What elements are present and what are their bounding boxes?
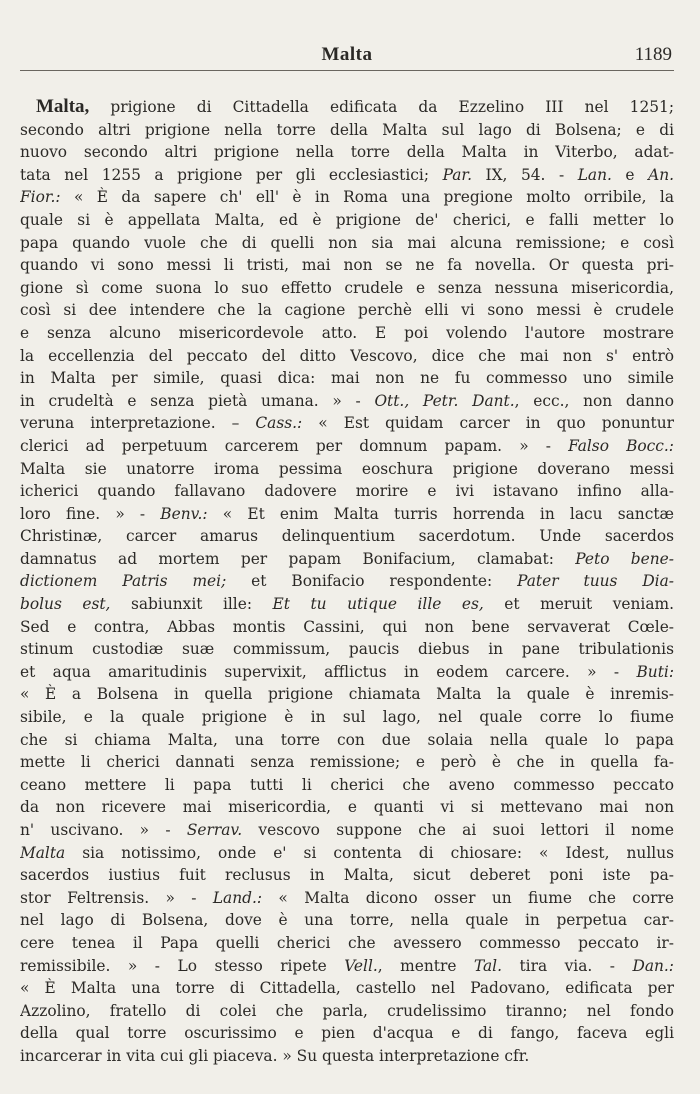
citation-abbrev: Vell. xyxy=(344,956,378,975)
text-run: « Et enim Malta turris horrenda in lacu sanctæ xyxy=(207,504,674,523)
text-line xyxy=(20,887,674,910)
text-line xyxy=(20,706,674,729)
text-run: sia notissimo, onde e' si contenta di chiosare: « Idest, nullus xyxy=(65,843,674,862)
text-line xyxy=(20,254,674,277)
text-line xyxy=(20,119,674,142)
text-run: e xyxy=(611,165,649,184)
text-run: IX, 54. - xyxy=(471,165,578,184)
text-line xyxy=(20,367,674,390)
text-run: papa quando vuole che di quelli non sia mai alcuna remissione; e così xyxy=(20,233,674,252)
text-run: che si chiama Malta, una torre con due solaia nella quale lo papa xyxy=(20,730,674,749)
text-run: remissibile. » - Lo stesso ripete xyxy=(20,956,345,975)
citation-abbrev: Et tu utique ille es, xyxy=(272,595,484,614)
text-run: nel lago di Bolsena, dove è una torre, nella quale in perpetua car- xyxy=(20,911,674,930)
text-line xyxy=(20,548,674,571)
text-run: ceano mettere li papa tutti li cherici che aveno commesso peccato xyxy=(20,775,674,794)
text-line xyxy=(20,774,674,797)
text-line xyxy=(20,819,674,842)
text-run: « Est quidam carcer in quo ponuntur xyxy=(302,414,674,433)
text-line xyxy=(20,864,674,887)
citation-abbrev: An. xyxy=(648,165,674,184)
running-header xyxy=(20,42,674,71)
text-run: et Bonifacio respondente: xyxy=(226,572,518,591)
text-run: « È Malta una torre di Cittadella, castello nel Padovano, edificata per xyxy=(20,979,674,998)
text-run: Christinæ, carcer amarus delinquentium sacerdotum. Unde sacerdos xyxy=(20,527,674,546)
text-run: « È a Bolsena in quella prigione chiamata Malta la quale è inremis- xyxy=(20,685,674,704)
text-run: sacerdos iustius fuit reclusus in Malta, sicut deberet poni iste pa- xyxy=(20,866,674,885)
text-run: veruna interpretazione. – xyxy=(20,414,256,433)
text-run: « Malta dicono osser un fiume che corre xyxy=(262,888,674,907)
text-run: tata nel 1255 a prigione per gli ecclesiastici; xyxy=(20,165,443,184)
text-run: et meruit veniam. xyxy=(483,595,674,614)
text-line xyxy=(20,480,674,503)
text-run: e senza alcuno misericordevole atto. E poi volendo l'autore mostrare xyxy=(20,323,674,342)
entry-headword: Malta, xyxy=(36,96,90,117)
text-run: Azzolino, fratello di colei che parla, crudelissimo tiranno; nel fondo xyxy=(20,1001,674,1020)
text-run: sibile, e la quale prigione è in sul lago, nel quale corre lo fiume xyxy=(20,708,674,727)
citation-abbrev: Serrav. xyxy=(186,821,243,839)
citation-abbrev: bolus est, xyxy=(20,595,111,614)
text-line xyxy=(20,345,674,368)
text-line xyxy=(20,525,674,548)
text-line xyxy=(20,570,674,593)
text-run: « È da sapere ch' ell' è in Roma una pregione molto orribile, la xyxy=(60,188,674,207)
text-line xyxy=(20,638,674,661)
text-run: la eccellenzia del peccato del ditto Vescovo, dice che mai non s' entrò xyxy=(20,346,674,365)
text-line xyxy=(20,232,674,255)
text-line xyxy=(20,729,674,752)
text-line xyxy=(20,209,674,232)
text-line xyxy=(20,977,674,1000)
page-number: 1189 xyxy=(634,44,672,65)
running-title: Malta xyxy=(321,44,373,65)
text-run: incarcerar in vita cui gli piaceva. » Su questa interpretazione cfr. xyxy=(20,1046,530,1065)
text-line xyxy=(20,955,674,978)
text-run: quale si è appellata Malta, ed è prigione de' cherici, e falli metter lo xyxy=(20,210,674,229)
text-run: , mentre xyxy=(377,956,474,975)
text-line xyxy=(20,842,674,865)
citation-abbrev: Cass.: xyxy=(255,414,303,433)
text-run: stinum custodiæ suæ commissum, paucis diebus in pane tribulationis xyxy=(20,640,674,659)
citation-abbrev: Peto bene- xyxy=(575,549,674,568)
citation-abbrev: Benv.: xyxy=(160,504,208,523)
text-line xyxy=(20,661,674,684)
text-line xyxy=(20,299,674,322)
citation-abbrev: Par. xyxy=(442,165,472,184)
text-line xyxy=(20,616,674,639)
citation-abbrev: Malta xyxy=(20,843,66,862)
text-line xyxy=(20,435,674,458)
citation-abbrev: Pater tuus Dia- xyxy=(517,572,674,591)
text-line xyxy=(20,141,674,164)
text-run: , ecc., non danno xyxy=(514,391,674,410)
text-run: clerici ad perpetuum carcerem per domnum papam. » - xyxy=(20,436,569,455)
text-run: damnatus ad mortem per papam Bonifacium, clamabat: xyxy=(20,549,576,568)
text-line xyxy=(20,1000,674,1023)
text-run: secondo altri prigione nella torre della Malta sul lago di Bolsena; e di xyxy=(20,120,674,139)
text-run: et aqua amaritudinis supervixit, afflictus in eodem carcere. » - xyxy=(20,662,637,681)
text-line xyxy=(20,390,674,413)
text-line xyxy=(20,751,674,774)
text-line xyxy=(20,503,674,526)
text-run: stor Feltrensis. » - xyxy=(20,888,213,907)
citation-abbrev: Dan.: xyxy=(632,956,674,975)
text-line xyxy=(20,322,674,345)
citation-abbrev: Fior.: xyxy=(20,188,61,207)
text-line xyxy=(20,412,674,435)
text-run: gione sì come suona lo suo effetto crudele e senza nessuna misericordia, xyxy=(20,278,674,297)
text-run: Sed e contra, Abbas montis Cassini, qui non bene servaverat Cœle- xyxy=(20,617,674,636)
text-run: n' uscivano. » - xyxy=(20,821,187,839)
text-line xyxy=(20,683,674,706)
text-run: così si dee intendere che la cagione perchè elli vi sono messi è crudele xyxy=(20,301,674,320)
text-line xyxy=(20,96,674,119)
text-line xyxy=(20,1045,674,1068)
text-line xyxy=(20,458,674,481)
text-line xyxy=(20,909,674,932)
text-run: della qual torre oscurissimo e pien d'acqua e di fango, faceva egli xyxy=(20,1024,674,1043)
citation-abbrev: Falso Bocc.: xyxy=(568,436,674,455)
text-run: sabiunxit ille: xyxy=(110,595,273,614)
citation-abbrev: Ott., Petr. Dant. xyxy=(374,391,515,410)
text-line xyxy=(20,1022,674,1045)
text-line xyxy=(20,796,674,819)
citation-abbrev: Lan. xyxy=(577,165,612,184)
text-run: tira via. - xyxy=(501,956,633,975)
text-run: nuovo secondo altri prigione nella torre della Malta in Viterbo, adat- xyxy=(20,143,674,162)
text-run: mette li cherici dannati senza remissione; e però è che in quella fa- xyxy=(20,753,674,772)
citation-abbrev: Tal. xyxy=(473,956,502,975)
text-run: icherici quando fallavano dadovere morire e ivi istavano infino alla- xyxy=(20,482,674,501)
text-line xyxy=(20,593,674,616)
text-line xyxy=(20,186,674,209)
text-run: vescovo suppone che ai suoi lettori il nome xyxy=(242,821,674,839)
text-run: loro fine. » - xyxy=(20,504,161,523)
text-run: prigione di Cittadella edificata da Ezzelino III nel 1251; xyxy=(89,98,674,116)
citation-abbrev: Buti: xyxy=(636,662,674,681)
text-run: in Malta per simile, quasi dica: mai non ne fu commesso uno simile xyxy=(20,369,674,388)
entry-text xyxy=(20,96,674,1068)
text-run: Malta sie unatorre iroma pessima eoschura prigione doverano messi xyxy=(20,459,674,478)
text-line xyxy=(20,277,674,300)
citation-abbrev: dictionem Patris mei; xyxy=(20,572,227,591)
text-line xyxy=(20,932,674,955)
citation-abbrev: Land.: xyxy=(212,888,263,907)
text-run: da non ricevere mai misericordia, e quanti vi si mettevano mai non xyxy=(20,798,674,817)
text-run: quando vi sono messi li tristi, mai non se ne fa novella. Or questa pri- xyxy=(20,256,674,275)
text-run: cere tenea il Papa quelli cherici che avessero commesso peccato ir- xyxy=(20,933,674,952)
text-line xyxy=(20,164,674,187)
text-run: in crudeltà e senza pietà umana. » - xyxy=(20,391,375,410)
